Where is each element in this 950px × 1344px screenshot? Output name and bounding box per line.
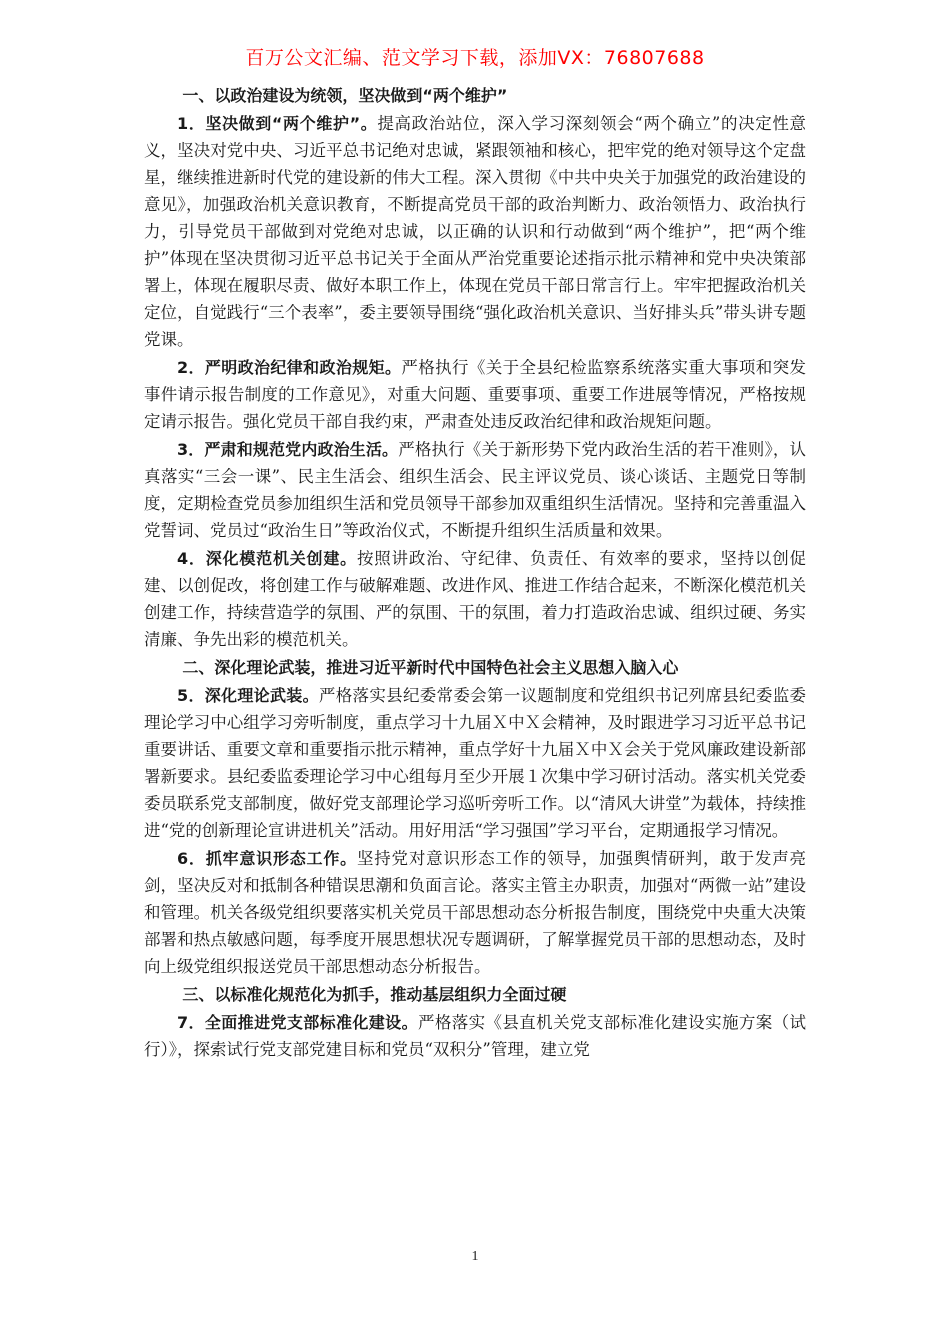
watermark-banner: 百万公文汇编、范文学习下载，添加VX：76807688 [245, 47, 705, 69]
page-number: 1 [471, 1249, 479, 1264]
paragraph [144, 845, 806, 980]
paragraph-lead: 6．抓牢意识形态工作。 [177, 849, 357, 868]
section-heading: 二、深化理论武装，推进习近平新时代中国特色社会主义思想入脑入心 [182, 658, 679, 677]
paragraph-text: 严格落实县纪委常委会第一议题制度和党组织书记列席县纪委监委理论学习中心组学习旁听制度，重点学习十九届Ｘ中Ｘ会精神，及时跟进学习习近平总书记重要讲话、重要文章和重要指示批示精神，重点学好十九届Ｘ中Ｘ会关于党风廉政建设新部署新要求。县纪委监委理论学习中心组每月至少开展１次集中学习研讨活动。落实机关党委委员联系党支部制度，做好党支部理论学习巡听旁听工作。以“清风大讲堂”为载体，持续推进“党的创新理论宣讲进机关”活动。用好用活“学习强国”学习平台，定期通报学习情况。 [144, 686, 807, 840]
paragraph [144, 682, 806, 844]
paragraph-text: 提高政治站位，深入学习深刻领会“两个确立”的决定性意义，坚决对党中央、习近平总书记绝对忠诚，紧跟领袖和核心，把牢党的绝对领导这个定盘星，继续推进新时代党的建设新的伟大工程。深入贯彻《中共中央关于加强党的政治建设的意见》，加强政治机关意识教育，不断提高党员干部的政治判断力、政治领悟力、政治执行力，引导党员干部做到对党绝对忠诚，以正确的认识和行动做到“两个维护”，把“两个维护”体现在坚决贯彻习近平总书记关于全面从严治党重要论述指示批示精神和党中央决策部署上，体现在履职尽责、做好本职工作上，体现在党员干部日常言行上。牢牢把握政治机关定位，自觉践行“三个表率”，委主要领导围绕“强化政治机关意识、当好排头兵”带头讲专题党课。 [144, 114, 806, 349]
paragraph-text: 严格落实《县直机关党支部标准化建设实施方案（试行）》，探索试行党支部党建目标和党员“双积分”管理，建立党 [144, 1013, 807, 1059]
paragraph-text: 坚持党对意识形态工作的领导，加强舆情研判，敢于发声亮剑，坚决反对和抵制各种错误思潮和负面言论。落实主管主办职责，加强对“两微一站”建设和管理。机关各级党组织要落实机关党员干部思想动态分析报告制度，围绕党中央重大决策部署和热点敏感问题，每季度开展思想状况专题调研，了解掌握党员干部的思想动态，及时向上级党组织报送党员干部思想动态分析报告。 [144, 849, 806, 976]
paragraph-lead: 4．深化模范机关创建。 [177, 549, 357, 568]
paragraph [144, 110, 806, 353]
section-heading: 三、以标准化规范化为抓手，推动基层组织力全面过硬 [182, 985, 567, 1004]
paragraph-text: 严格执行《关于新形势下党内政治生活的若干准则》，认真落实“三会一课”、民主生活会、组织生活会、民主评议党员、谈心谈话、主题党日等制度，定期检查党员参加组织生活和党员领导干部参加双重组织生活情况。坚持和完善重温入党誓词、党员过“政治生日”等政治仪式，不断提升组织生活质量和效果。 [144, 440, 806, 540]
paragraph-lead: 5．深化理论武装。 [177, 686, 319, 705]
paragraph-lead: 1．坚决做到“两个维护”。 [177, 114, 378, 133]
paragraph [144, 545, 806, 653]
paragraph-text: 按照讲政治、守纪律、负责任、有效率的要求，坚持以创促建、以创促改，将创建工作与破解难题、改进作风、推进工作结合起来，不断深化模范机关创建工作，持续营造学的氛围、严的氛围、干的氛围，着力打造政治忠诚、组织过硬、务实清廉、争先出彩的模范机关。 [144, 549, 806, 649]
paragraph-lead: 7．全面推进党支部标准化建设。 [177, 1013, 418, 1032]
section-heading: 一、以政治建设为统领，坚决做到“两个维护” [182, 86, 508, 105]
paragraph [144, 436, 806, 544]
paragraph-lead: 2．严明政治纪律和政治规矩。 [177, 358, 402, 377]
paragraph-lead: 3．严肃和规范党内政治生活。 [177, 440, 399, 459]
document-body [144, 82, 806, 1064]
paragraph-text: 严格执行《关于全县纪检监察系统落实重大事项和突发事件请示报告制度的工作意见》，对重大问题、重要事项、重要工作进展等情况，严格按规定请示报告。强化党员干部自我约束，严肃查处违反政治纪律和政治规矩问题。 [144, 358, 807, 431]
paragraph [144, 1009, 806, 1063]
paragraph [144, 354, 806, 435]
